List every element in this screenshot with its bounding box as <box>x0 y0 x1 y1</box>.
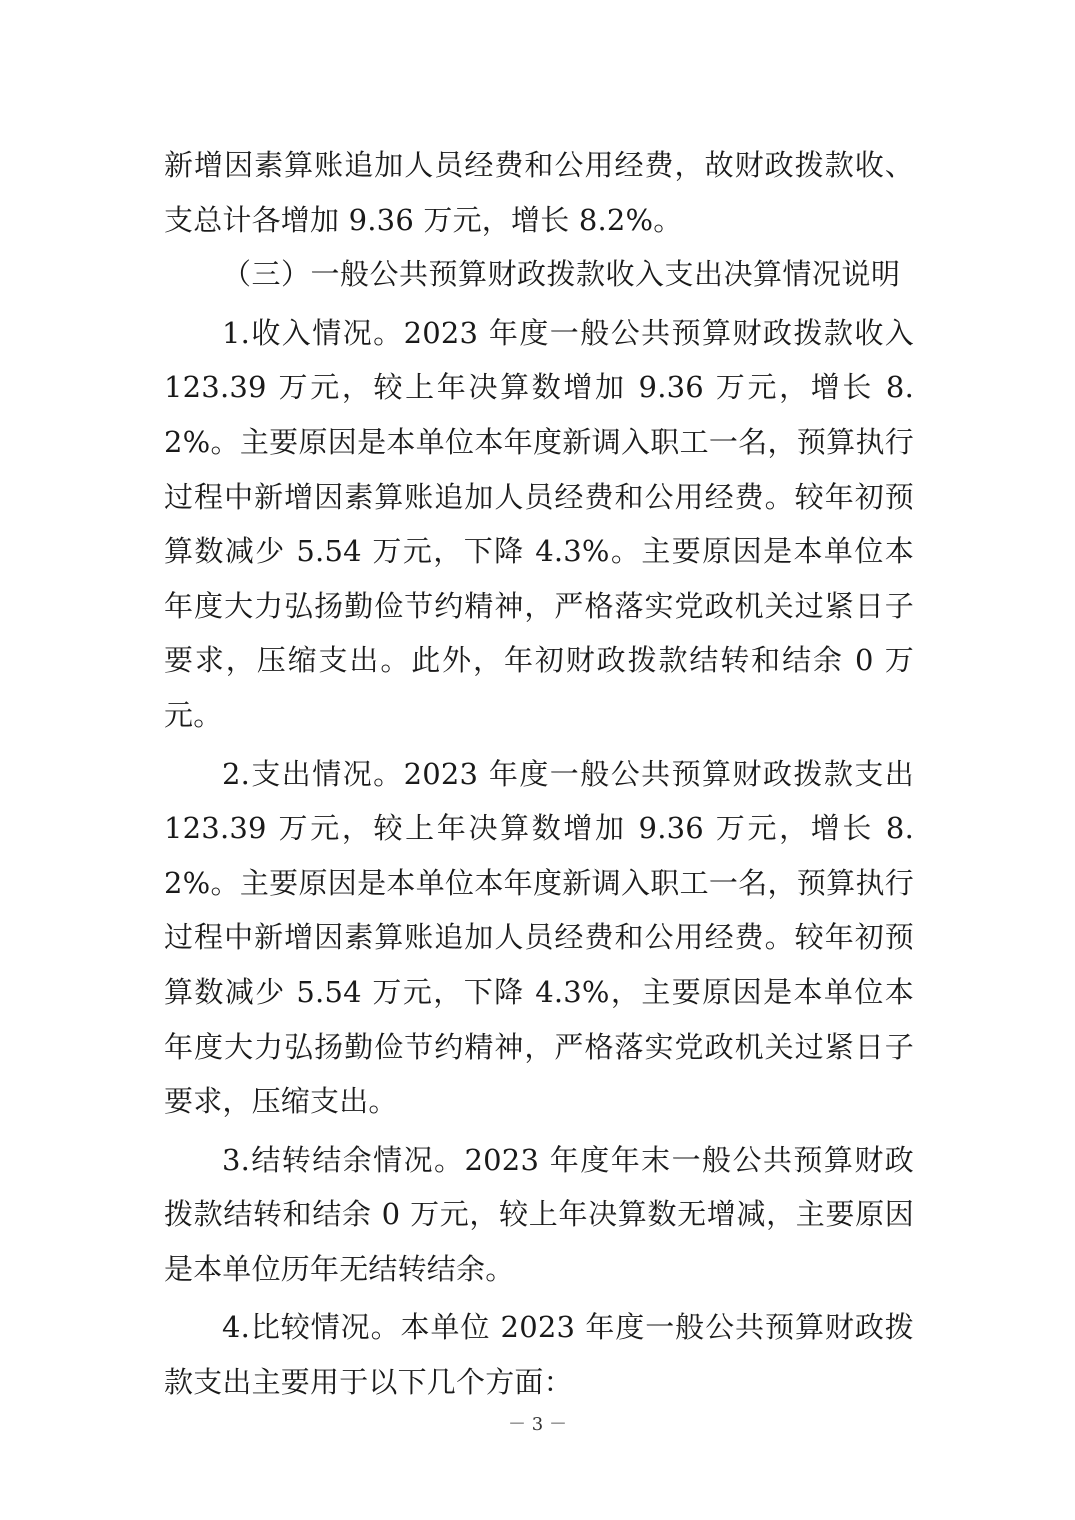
paragraph-continued: 新增因素算账追加人员经费和公用经费，故财政拨款收、支总计各增加 9.36 万元，增长 8.2%。 <box>164 148 914 237</box>
paragraph-expenditure: 2.支出情况。2023 年度一般公共预算财政拨款支出 123.39 万元，较上年决算数增加 9.36 万元，增长 8.2%。主要原因是本单位本年度新调入职工一名，预算执行过程中新增因素算账追加人员经费和公用经费。较年初预算数减少 5.54 万元，下降 4.3%，主要原因是本单位本年度大力弘扬勤俭节约精神，严格落实党政机关过紧日子要求，压缩支出。 <box>164 756 914 1119</box>
section-heading: （三）一般公共预算财政拨款收入支出决算情况说明 <box>222 257 901 292</box>
page-number: － 3 － <box>508 1414 567 1435</box>
paragraph-income: 1.收入情况。2023 年度一般公共预算财政拨款收入 123.39 万元，较上年决算数增加 9.36 万元，增长 8.2%。主要原因是本单位本年度新调入职工一名，预算执行过程中新增因素算账追加人员经费和公用经费。较年初预算数减少 5.54 万元，下降 4.3%。主要原因是本单位本年度大力弘扬勤俭节约精神，严格落实党政机关过紧日子要求，压缩支出。此外，年初财政拨款结转和结余 0 万元。 <box>164 315 914 732</box>
paragraph-comparison: 4.比较情况。本单位 2023 年度一般公共预算财政拨款支出主要用于以下几个方面： <box>164 1310 914 1400</box>
paragraph-carryover: 3.结转结余情况。2023 年度年末一般公共预算财政拨款结转和结余 0 万元，较上年决算数无增减，主要原因是本单位历年无结转结余。 <box>164 1142 914 1286</box>
document-body <box>164 138 914 1410</box>
